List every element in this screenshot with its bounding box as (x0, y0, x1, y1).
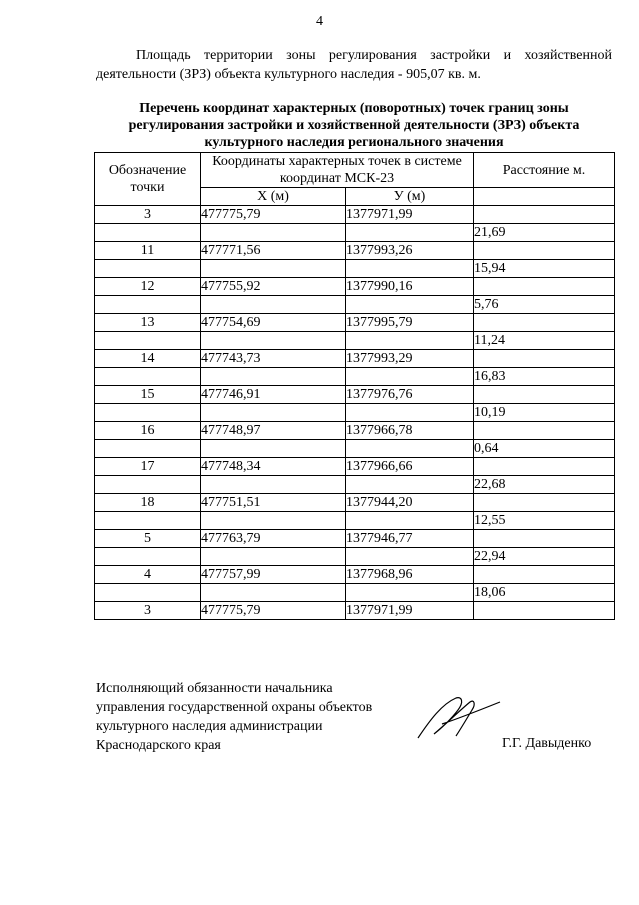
y-cell: 1377993,29 (346, 350, 474, 368)
distance-cell: 16,83 (474, 368, 615, 386)
page-number: 4 (316, 14, 323, 29)
distance-cell (474, 386, 615, 404)
x-cell (201, 512, 346, 530)
y-cell: 1377944,20 (346, 494, 474, 512)
header-point: Обозначение точки (95, 153, 201, 206)
y-cell: 1377976,76 (346, 386, 474, 404)
table-row (95, 422, 615, 440)
distance-cell (474, 350, 615, 368)
x-cell: 477757,99 (201, 566, 346, 584)
x-cell: 477775,79 (201, 602, 346, 620)
x-cell: 477746,91 (201, 386, 346, 404)
table-row (95, 584, 615, 602)
handwritten-signature (412, 690, 504, 746)
x-cell: 477775,79 (201, 206, 346, 224)
y-cell (346, 332, 474, 350)
table-row (95, 386, 615, 404)
y-cell: 1377971,99 (346, 206, 474, 224)
distance-cell: 12,55 (474, 512, 615, 530)
y-cell (346, 476, 474, 494)
point-cell: 17 (95, 458, 201, 476)
table-row (95, 332, 615, 350)
signature-position (96, 679, 372, 755)
table-row (95, 548, 615, 566)
x-cell (201, 584, 346, 602)
x-cell: 477751,51 (201, 494, 346, 512)
y-cell: 1377971,99 (346, 602, 474, 620)
table-row (95, 530, 615, 548)
distance-cell: 5,76 (474, 296, 615, 314)
point-cell: 11 (95, 242, 201, 260)
distance-cell (474, 566, 615, 584)
header-x: Х (м) (201, 188, 346, 206)
y-cell: 1377993,26 (346, 242, 474, 260)
coordinates-body (95, 206, 615, 620)
distance-cell: 18,06 (474, 584, 615, 602)
header-y: У (м) (346, 188, 474, 206)
point-cell: 18 (95, 494, 201, 512)
point-cell (95, 224, 201, 242)
point-cell: 3 (95, 602, 201, 620)
table-row (95, 566, 615, 584)
x-cell (201, 404, 346, 422)
point-cell: 4 (95, 566, 201, 584)
table-row (95, 458, 615, 476)
x-cell: 477748,34 (201, 458, 346, 476)
point-cell (95, 332, 201, 350)
distance-cell (474, 278, 615, 296)
y-cell: 1377995,79 (346, 314, 474, 332)
y-cell: 1377968,96 (346, 566, 474, 584)
y-cell (346, 584, 474, 602)
point-cell (95, 440, 201, 458)
distance-cell: 22,68 (474, 476, 615, 494)
point-cell: 13 (95, 314, 201, 332)
point-cell (95, 512, 201, 530)
x-cell (201, 548, 346, 566)
point-cell: 3 (95, 206, 201, 224)
y-cell: 1377966,66 (346, 458, 474, 476)
table-row (95, 512, 615, 530)
distance-cell (474, 314, 615, 332)
point-cell (95, 368, 201, 386)
distance-cell (474, 206, 615, 224)
y-cell (346, 368, 474, 386)
header-coordinates: Координаты характерных точек в системе координат МСК-23 (201, 153, 474, 188)
table-row (95, 476, 615, 494)
point-cell: 15 (95, 386, 201, 404)
distance-cell (474, 422, 615, 440)
position-line: Исполняющий обязанности начальника (96, 681, 333, 696)
table-row (95, 404, 615, 422)
point-cell: 12 (95, 278, 201, 296)
distance-cell (474, 458, 615, 476)
distance-cell: 21,69 (474, 224, 615, 242)
table-row (95, 440, 615, 458)
x-cell (201, 368, 346, 386)
x-cell: 477763,79 (201, 530, 346, 548)
table-row (95, 368, 615, 386)
point-cell (95, 404, 201, 422)
position-line: культурного наследия администрации (96, 719, 323, 734)
y-cell (346, 260, 474, 278)
point-cell (95, 584, 201, 602)
point-cell (95, 296, 201, 314)
x-cell: 477754,69 (201, 314, 346, 332)
y-cell (346, 224, 474, 242)
y-cell: 1377990,16 (346, 278, 474, 296)
table-row (95, 242, 615, 260)
x-cell: 477743,73 (201, 350, 346, 368)
table-row (95, 206, 615, 224)
point-cell (95, 548, 201, 566)
distance-cell: 0,64 (474, 440, 615, 458)
distance-cell: 10,19 (474, 404, 615, 422)
table-title: Перечень координат характерных (поворотных) точек границ зоны регулирования застройки и хозяйственной деятельности (ЗРЗ) объекта культурного наследия регионального значения (128, 101, 580, 150)
area-statement: Площадь территории зоны регулирования застройки и хозяйственной деятельности (ЗРЗ) объекта культурного наследия - 905,07 кв. м. (96, 48, 612, 82)
position-line: Краснодарского края (96, 738, 221, 753)
point-cell: 16 (95, 422, 201, 440)
distance-cell (474, 494, 615, 512)
table-row (95, 224, 615, 242)
table-row (95, 296, 615, 314)
y-cell (346, 548, 474, 566)
coordinates-table (94, 152, 615, 620)
x-cell: 477755,92 (201, 278, 346, 296)
table-row (95, 314, 615, 332)
x-cell: 477748,97 (201, 422, 346, 440)
distance-cell: 22,94 (474, 548, 615, 566)
point-cell: 14 (95, 350, 201, 368)
table-row (95, 278, 615, 296)
table-row (95, 602, 615, 620)
distance-cell: 15,94 (474, 260, 615, 278)
table-row (95, 494, 615, 512)
y-cell: 1377946,77 (346, 530, 474, 548)
header-distance: Расстояние м. (474, 153, 615, 188)
y-cell (346, 512, 474, 530)
signer-name: Г.Г. Давыденко (502, 736, 592, 751)
point-cell (95, 476, 201, 494)
x-cell (201, 476, 346, 494)
header-distance-empty (474, 188, 615, 206)
y-cell (346, 404, 474, 422)
x-cell (201, 440, 346, 458)
distance-cell (474, 242, 615, 260)
table-row (95, 350, 615, 368)
table-row (95, 260, 615, 278)
y-cell: 1377966,78 (346, 422, 474, 440)
y-cell (346, 296, 474, 314)
y-cell (346, 440, 474, 458)
x-cell: 477771,56 (201, 242, 346, 260)
distance-cell: 11,24 (474, 332, 615, 350)
x-cell (201, 224, 346, 242)
point-cell (95, 260, 201, 278)
x-cell (201, 332, 346, 350)
distance-cell (474, 602, 615, 620)
x-cell (201, 260, 346, 278)
x-cell (201, 296, 346, 314)
position-line: управления государственной охраны объектов (96, 700, 373, 715)
distance-cell (474, 530, 615, 548)
point-cell: 5 (95, 530, 201, 548)
